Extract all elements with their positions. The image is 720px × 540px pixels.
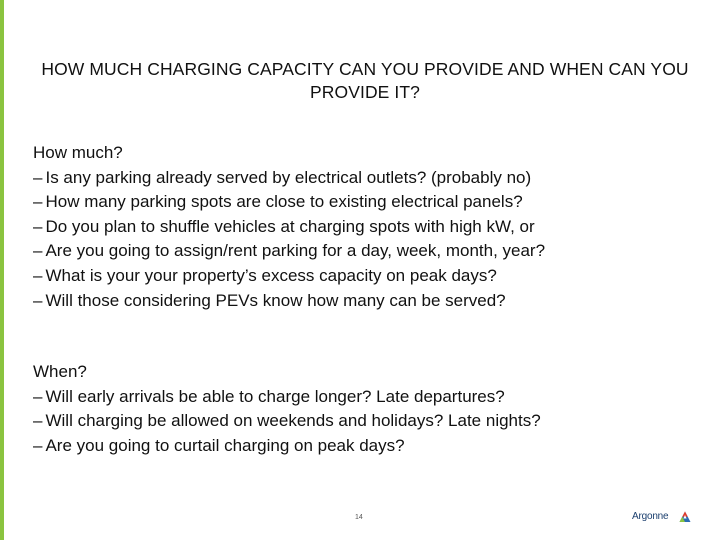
argonne-logo <box>632 508 692 528</box>
logo-name: Argonne <box>632 511 669 522</box>
how-much-list <box>33 166 545 314</box>
list-item <box>33 239 545 264</box>
list-item-text: Is any parking already served by electrical outlets? (probably no) <box>45 167 532 187</box>
dash-marker: – <box>33 290 43 310</box>
dash-marker: – <box>33 386 43 406</box>
how-much-heading: How much? <box>33 143 123 162</box>
list-item <box>33 289 545 314</box>
list-item-text: What is your your property’s excess capacity on peak days? <box>45 265 497 285</box>
list-item <box>33 434 541 459</box>
list-item-text: Will early arrivals be able to charge longer? Late departures? <box>45 386 505 406</box>
list-item-text: Will charging be allowed on weekends and holidays? Late nights? <box>45 411 541 431</box>
accent-bar <box>0 0 4 540</box>
dash-marker: – <box>33 435 43 455</box>
list-item <box>33 166 545 191</box>
dash-marker: – <box>33 265 43 285</box>
dash-marker: – <box>33 411 43 431</box>
list-item-text: Do you plan to shuffle vehicles at charging spots with high kW, or <box>45 216 535 236</box>
list-item <box>33 215 545 240</box>
slide-title: HOW MUCH CHARGING CAPACITY CAN YOU PROVIDE AND WHEN CAN YOU PROVIDE IT? <box>41 59 689 102</box>
argonne-triangle-logo-icon <box>679 511 691 523</box>
when-heading: When? <box>33 362 87 381</box>
how-much-section <box>33 141 545 313</box>
dash-marker: – <box>33 241 43 261</box>
list-item-text: How many parking spots are close to existing electrical panels? <box>45 192 523 212</box>
list-item-text: Are you going to assign/rent parking for a day, week, month, year? <box>45 241 546 261</box>
list-item <box>33 409 541 434</box>
page-number: 14 <box>355 514 363 521</box>
list-item-text: Will those considering PEVs know how many can be served? <box>45 290 506 310</box>
dash-marker: – <box>33 167 43 187</box>
list-item <box>33 190 545 215</box>
dash-marker: – <box>33 192 43 212</box>
list-item <box>33 264 545 289</box>
list-item-text: Are you going to curtail charging on peak days? <box>45 435 405 455</box>
when-list <box>33 385 541 459</box>
when-section <box>33 360 541 458</box>
list-item <box>33 385 541 410</box>
dash-marker: – <box>33 216 43 236</box>
